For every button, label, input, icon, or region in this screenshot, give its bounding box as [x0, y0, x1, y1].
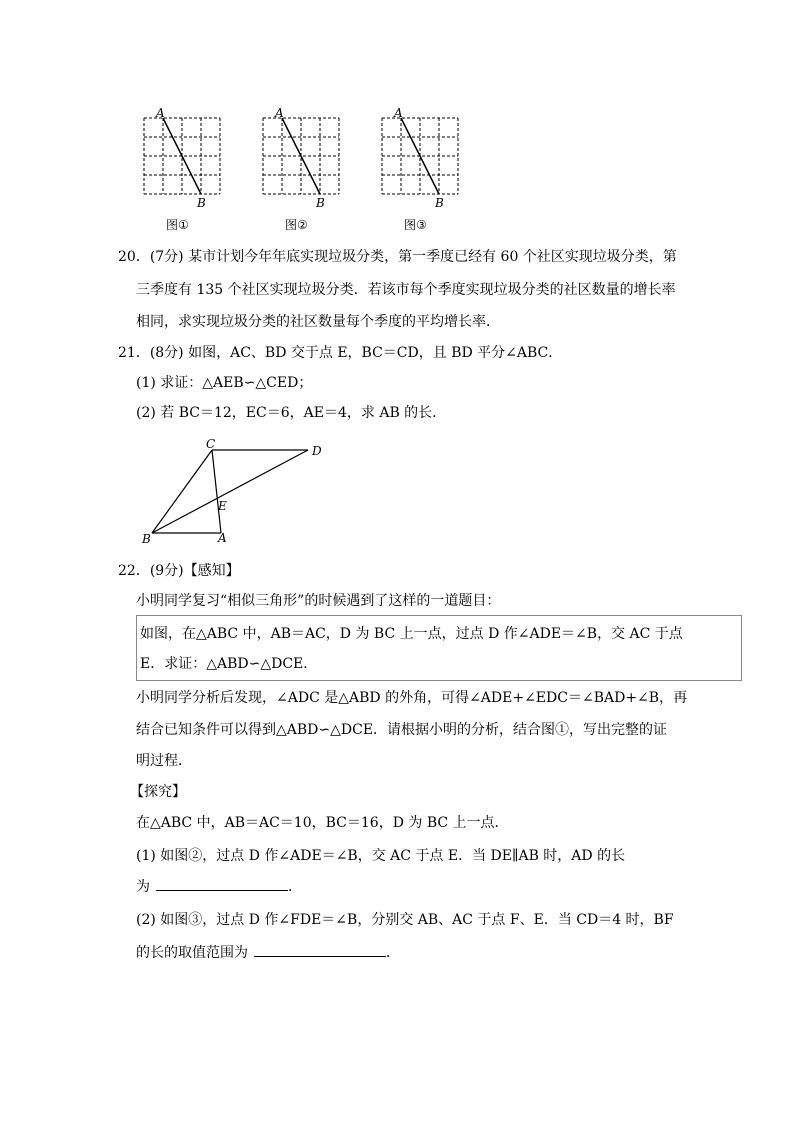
figure-caption-1: 图① — [166, 218, 189, 232]
q20-line-2: 三季度有 135 个社区实现垃圾分类．若该市每个季度实现垃圾分类的社区数量的增长率 — [136, 282, 676, 298]
grid-figure-2 — [249, 105, 349, 210]
q22-analysis-3: 明过程． — [136, 753, 192, 769]
q22-explore-title: 【探究】 — [130, 784, 186, 800]
q22-box-line-2: E．求证：△ABD∽△DCE． — [140, 656, 318, 672]
q21-part-1: (1) 求证：△AEB∽△CED； — [136, 375, 313, 391]
q22-analysis-2: 结合已知条件可以得到△ABD∽△DCE．请根据小明的分析，结合图①，写出完整的证 — [136, 722, 668, 738]
q22-intro: 小明同学复习“相似三角形”的时候遇到了这样的一道题目： — [136, 593, 501, 609]
q21-line-1: 21．(8分) 如图，AC、BD 交于点 E，BC＝CD，且 BD 平分∠ABC． — [118, 345, 563, 361]
answer-blank-2[interactable] — [254, 942, 386, 957]
point-b-label: B — [316, 196, 325, 210]
point-c-label: C — [206, 437, 216, 451]
grid-figure-1 — [130, 105, 230, 210]
point-e-label: E — [218, 499, 227, 513]
q20-line-1: 20．(7分) 某市计划今年年底实现垃圾分类，第一季度已经有 60 个社区实现垃圾分类，第 — [118, 249, 677, 265]
figure-caption-3: 图③ — [404, 218, 427, 232]
q22-part1-suffix: ． — [288, 879, 302, 895]
q22-part1-prefix: 为 — [136, 879, 150, 895]
point-a-label: A — [156, 106, 165, 120]
q20-line-3: 相同，求实现垃圾分类的社区数量每个季度的平均增长率． — [136, 314, 500, 330]
point-a-label: A — [218, 531, 227, 545]
point-b-label: B — [142, 532, 151, 546]
point-b-label: B — [197, 196, 206, 210]
q21-part-2: (2) 若 BC＝12，EC＝6，AE＝4，求 AB 的长． — [136, 405, 447, 421]
q22-box-line-1: 如图，在△ABC 中，AB＝AC，D 为 BC 上一点，过点 D 作∠ADE＝∠B，交 AC 于点 — [140, 626, 683, 642]
answer-blank-1[interactable] — [156, 876, 288, 891]
point-a-label: A — [275, 106, 284, 120]
q21-triangle-figure — [136, 436, 336, 548]
q22-analysis-1: 小明同学分析后发现，∠ADC 是△ABD 的外角，可得∠ADE+∠EDC＝∠BAD+∠B，再 — [136, 690, 688, 706]
q22-line-1: 22．(9分)【感知】 — [118, 563, 240, 579]
point-b-label: B — [435, 196, 444, 210]
q22-explore-intro: 在△ABC 中，AB＝AC＝10，BC＝16，D 为 BC 上一点． — [136, 815, 509, 831]
point-d-label: D — [312, 444, 322, 458]
q22-part2-line-1: (2) 如图③，过点 D 作∠FDE＝∠B，分别交 AB、AC 于点 F、E．当 CD＝4 时，BF — [136, 912, 674, 928]
q22-part1-line-1: (1) 如图②，过点 D 作∠ADE＝∠B，交 AC 于点 E．当 DE∥AB 时，AD 的长 — [136, 848, 626, 864]
figure-caption-2: 图② — [285, 218, 308, 232]
point-a-label: A — [394, 106, 403, 120]
q22-part2-prefix: 的长的取值范围为 — [136, 945, 248, 961]
grid-figure-3 — [368, 105, 468, 210]
q22-part2-suffix: ． — [386, 945, 400, 961]
q22-part2-line-2 — [136, 942, 400, 963]
q22-part1-line-2 — [136, 876, 302, 897]
